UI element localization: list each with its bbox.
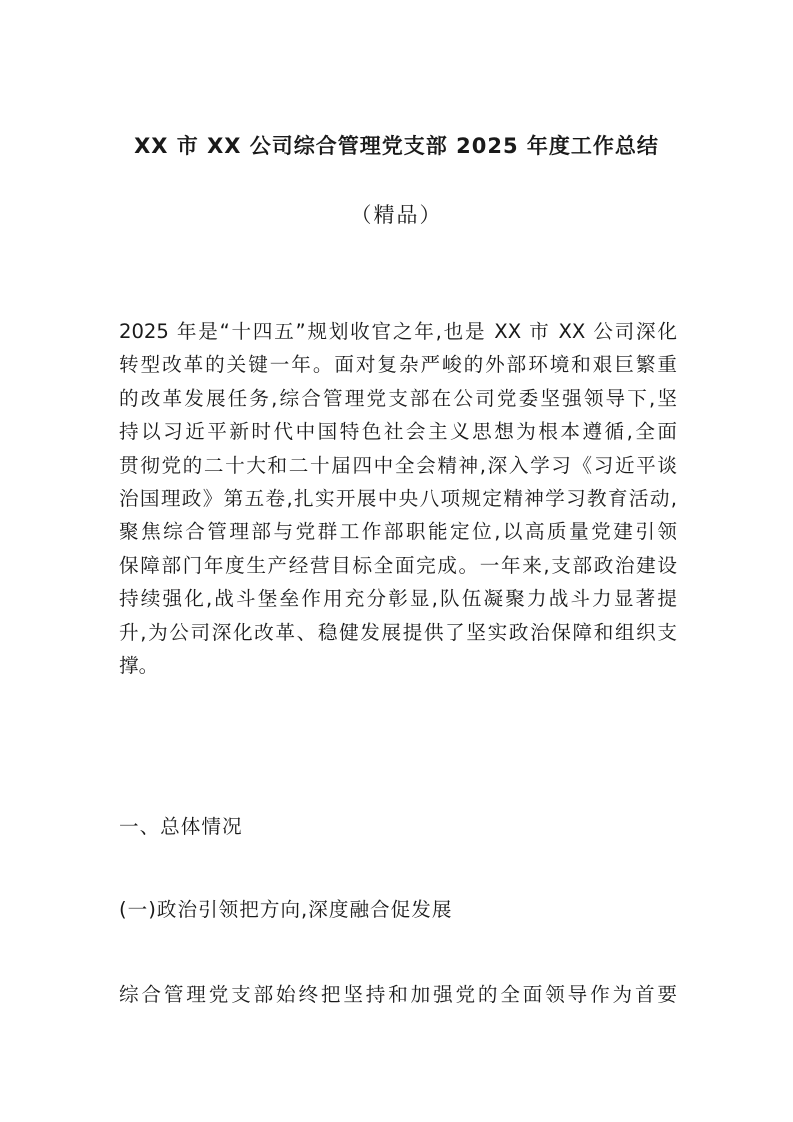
section-paragraph [119,978,677,1011]
paragraph-line: 持以习近平新时代中国特色社会主义思想为根本遵循,全面 [119,420,677,444]
subsection-heading: (一)政治引领把方向,深度融合促发展 [119,898,453,921]
document-subtitle: （精品） [350,203,443,227]
paragraph-line: 的改革发展任务,综合管理党支部在公司党委坚强领导下,坚 [119,386,677,410]
paragraph-line: 保障部门年度生产经营目标全面完成。一年来,支部政治建设 [119,553,677,577]
paragraph-line: 转型改革的关键一年。面对复杂严峻的外部环境和艰巨繁重 [119,353,677,377]
section-heading: 一、总体情况 [119,815,243,838]
paragraph-line: 贯彻党的二十大和二十届四中全会精神,深入学习《习近平谈 [119,453,677,477]
intro-paragraph [119,315,677,682]
paragraph-line: 综合管理党支部始终把坚持和加强党的全面领导作为首要 [119,983,677,1006]
paragraph-line: 撑。 [119,653,159,677]
document-title: XX 市 XX 公司综合管理党支部 2025 年度工作总结 [134,134,659,158]
paragraph-line: 治国理政》第五卷,扎实开展中央八项规定精神学习教育活动, [119,486,677,510]
paragraph-line: 2025 年是“十四五”规划收官之年,也是 XX 市 XX 公司深化 [119,320,677,343]
paragraph-line: 持续强化,战斗堡垒作用充分彰显,队伍凝聚力战斗力显著提 [119,587,677,611]
paragraph-line: 升,为公司深化改革、稳健发展提供了坚实政治保障和组织支 [119,620,677,644]
paragraph-line: 聚焦综合管理部与党群工作部职能定位,以高质量党建引领 [119,520,677,544]
